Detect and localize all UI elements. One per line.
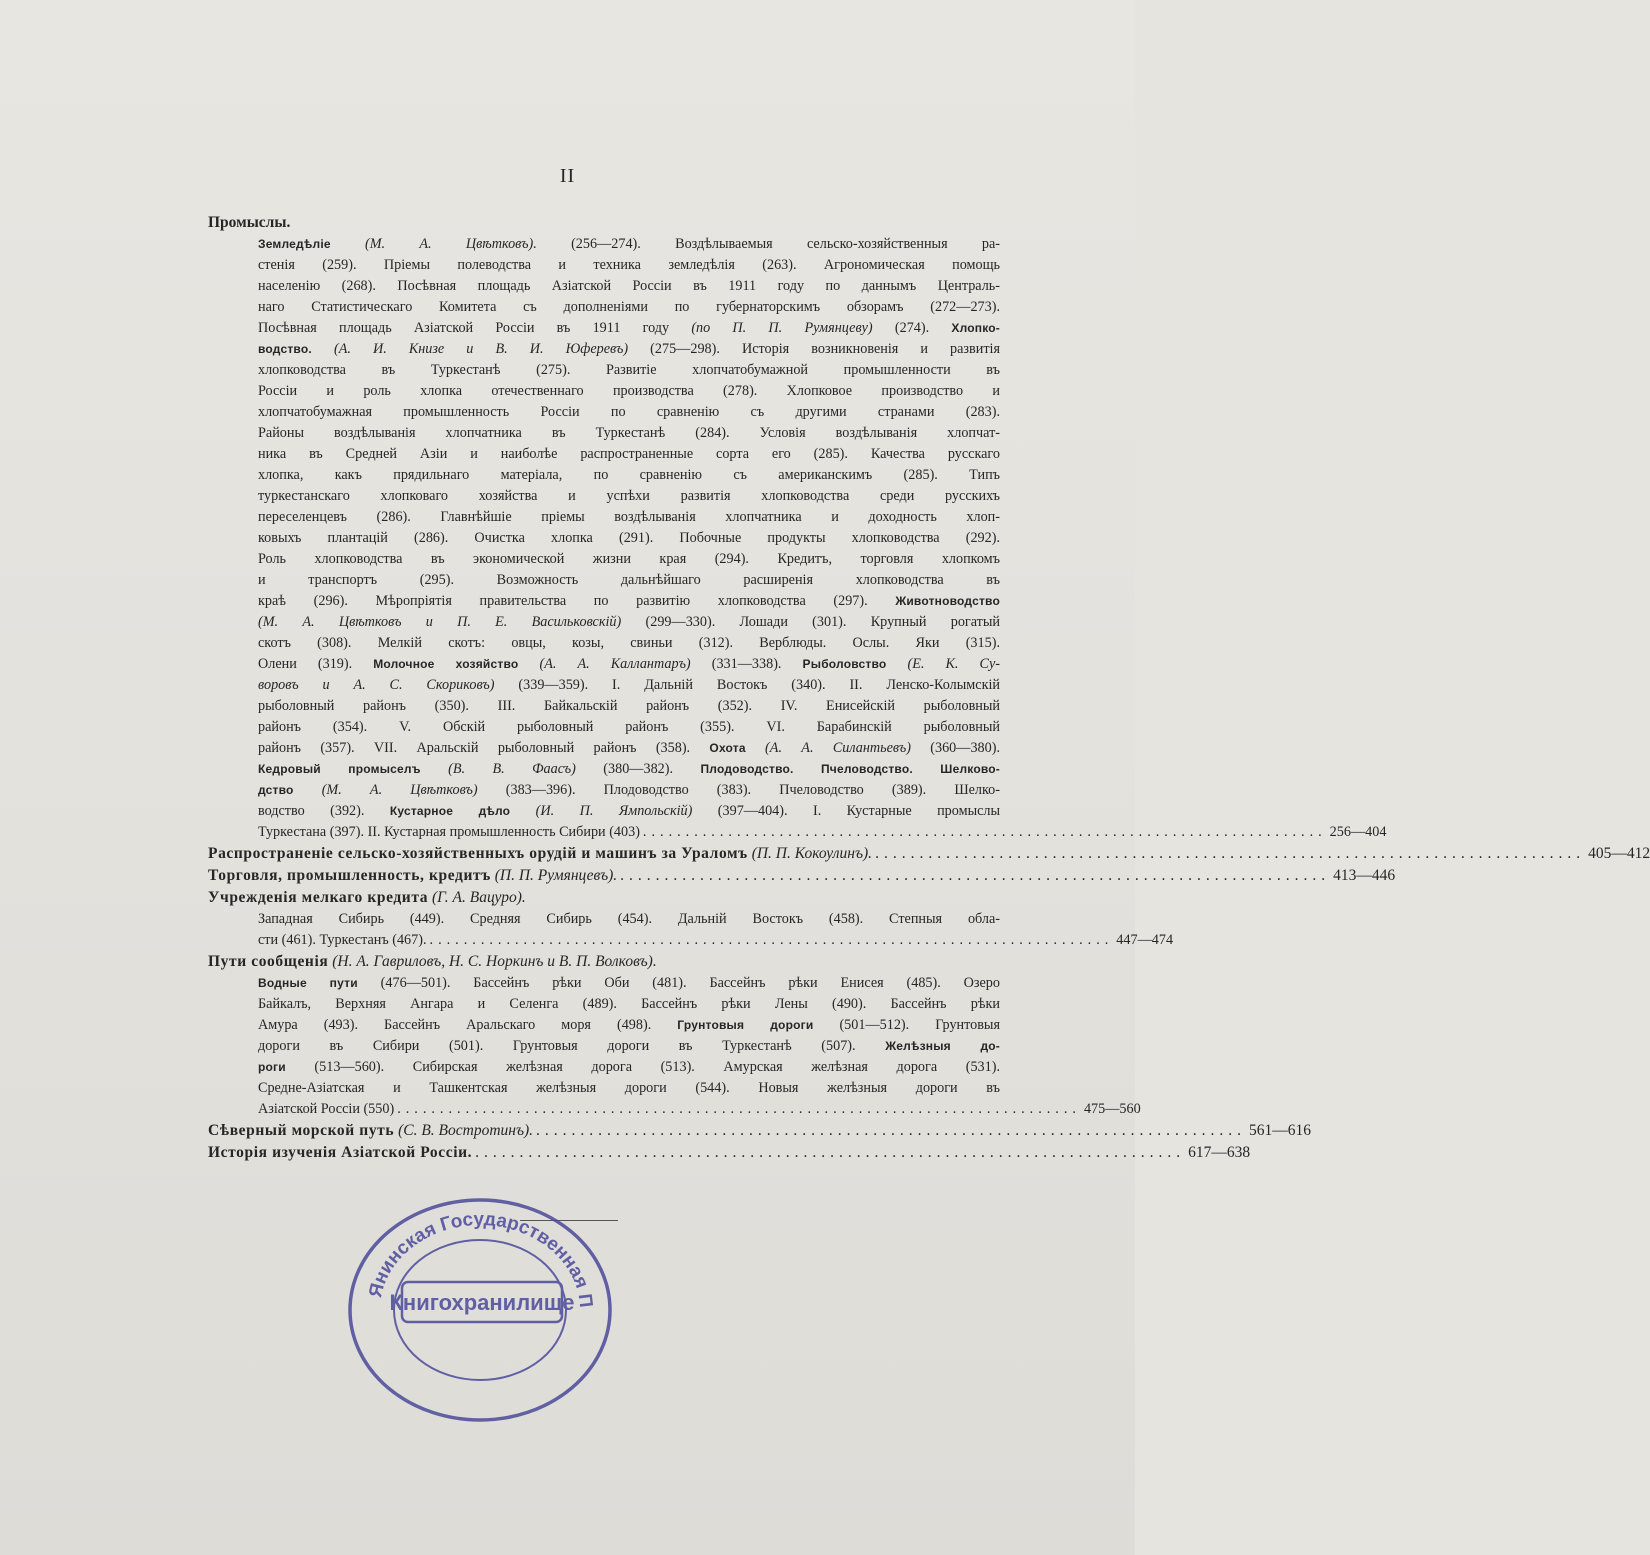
text-run: Байкалъ, Верхняя Ангара и Селенга (489). Бассейнъ рѣки Лены (490). Бассейнъ рѣки <box>258 996 1000 1012</box>
toc-line-text: сти (461). Туркестанъ (467). <box>258 932 427 948</box>
text-run: Грунтовыя дороги <box>677 1018 814 1032</box>
text-run: Водные пути <box>258 976 358 990</box>
section-title <box>208 843 872 865</box>
text-run: ника въ Средней Азіи и наиболѣе распространенные сорта его (285). Качества русскаго <box>258 446 1000 462</box>
section-title-row <box>208 887 1000 909</box>
text-run: стенія (259). Пріемы полеводства и техника земледѣлія (263). Агрономическая помощь <box>258 257 1000 273</box>
section-title-text: Торговля, промышленность, кредитъ <box>208 867 491 884</box>
text-run: хлопководства въ Туркестанѣ (275). Развитіе хлопчатобумажной промышленности въ <box>258 362 1000 378</box>
text-run: Олени (319). <box>258 656 374 672</box>
text-run: роги <box>258 1060 286 1074</box>
section-author: (Н. А. Гавриловъ, Н. С. Норкинъ и В. П. Волковъ). <box>332 953 657 970</box>
text-run <box>746 740 765 756</box>
toc-line <box>208 234 1000 255</box>
section-title-row <box>208 865 1396 887</box>
toc-line <box>208 717 1000 738</box>
toc-line-with-pages <box>208 930 1174 951</box>
dot-leader: ................................................................................ <box>620 867 1331 884</box>
text-run: (397—404). I. Кустарные промыслы <box>692 803 1001 819</box>
text-run: (360—380). <box>910 740 1001 756</box>
text-run: (Е. К. Су- <box>907 656 1001 672</box>
text-run: водство. <box>258 342 312 356</box>
dot-leader: ................................................................................ <box>429 932 1114 948</box>
page-range: 405—412 <box>1588 845 1650 862</box>
text-run: Плодоводство. Пчеловодство. Шелково- <box>700 762 1000 776</box>
toc-line: Западная Сибирь (449). Средняя Сибирь (454). Дальній Востокъ (458). Степныя обла- <box>258 911 1000 927</box>
text-run: Животноводство <box>895 594 1000 608</box>
text-run: водство (392). <box>258 803 390 819</box>
text-run: (380—382). <box>575 761 701 777</box>
text-run: дство <box>258 783 294 797</box>
section-title <box>208 1142 472 1164</box>
text-run: (В. В. Фаасъ) <box>448 761 576 777</box>
text-run <box>421 761 448 777</box>
text-run: Роль хлопководства въ экономической жизни края (294). Кредитъ, торговля хлопкомъ <box>258 551 1000 567</box>
dot-leader: ................................................................................ <box>475 1144 1186 1161</box>
section-author: (П. П. Румянцевъ). <box>494 867 618 884</box>
text-run: скотъ (308). Мелкій скотъ: овцы, козы, свиньи (312). Верблюды. Ослы. Яки (315). <box>258 635 1000 651</box>
toc-line <box>208 507 1000 528</box>
text-run: Хлопко- <box>951 321 1000 335</box>
text-run: воровъ и А. С. Скориковъ) <box>258 677 495 693</box>
text-run: Кустарное дѣло <box>389 804 511 818</box>
text-run: дороги въ Сибири (501). Грунтовыя дороги въ Туркестанѣ (507). <box>258 1038 886 1054</box>
section-title-row <box>208 1120 1312 1142</box>
text-run <box>518 656 539 672</box>
toc-line <box>208 318 1000 339</box>
toc-line <box>208 402 1000 423</box>
page-range: 447—474 <box>1116 932 1174 948</box>
text-run: (476—501). Бассейнъ рѣки Оби (481). Бассейнъ рѣки Енисея (485). Озеро <box>357 975 1000 991</box>
text-run: (А. А. Силантьевъ) <box>765 740 911 756</box>
toc-line <box>208 549 1000 570</box>
section-heading-promysly: Промыслы. <box>208 214 291 231</box>
text-run: (339—359). I. Дальній Востокъ (340). II. Ленско-Колымскій <box>494 677 1000 693</box>
page-range: 561—616 <box>1249 1122 1312 1139</box>
section-title <box>208 1120 533 1142</box>
text-run: Средне-Азіатская и Ташкентская желѣзныя дороги (544). Новыя желѣзныя дороги въ <box>258 1080 1000 1096</box>
stamp-seal-icon <box>340 1185 620 1425</box>
text-run: (по П. П. Румянцеву) <box>691 320 873 336</box>
toc-line <box>208 612 1000 633</box>
text-run: хлопка, какъ прядильнаго матеріала, по сравненію съ американскимъ (285). Типъ <box>258 467 1000 483</box>
toc-line <box>208 423 1000 444</box>
text-run: наго Статистическаго Комитета съ дополненіями по губернаторскимъ обзорамъ (272—273). <box>258 299 1000 315</box>
dot-leader: ................................................................................ <box>642 824 1327 840</box>
text-run: (331—338). <box>690 656 803 672</box>
text-run: районъ (354). V. Обскій рыболовный районъ (355). VI. Барабинскій рыболовный <box>258 719 1000 735</box>
toc-line <box>208 486 1000 507</box>
text-run: ковыхъ плантацій (286). Очистка хлопка (291). Побочные продукты хлопководства (292). <box>258 530 1000 546</box>
toc-line <box>208 738 1000 759</box>
toc-line <box>208 1057 1000 1078</box>
text-run: рыболовный районъ (350). III. Байкальскій районъ (352). IV. Енисейскій рыболовный <box>258 698 1000 714</box>
text-run <box>331 236 365 252</box>
toc-line-with-pages <box>208 1099 1141 1120</box>
text-run <box>510 803 535 819</box>
text-run: туркестанскаго хлопковаго хозяйства и успѣхи развитія хлопководства среди русскихъ <box>258 488 1000 504</box>
text-run: Амура (493). Бассейнъ Аральскаго моря (498). <box>258 1017 678 1033</box>
library-stamp <box>340 1185 620 1425</box>
toc-line <box>208 759 1000 780</box>
text-run: (383—396). Плодоводство (383). Пчеловодство (389). Шелко- <box>477 782 1000 798</box>
toc-line <box>208 297 1000 318</box>
page-range: 413—446 <box>1333 867 1396 884</box>
section-title-text: Сѣверный морской путь <box>208 1122 395 1139</box>
text-run: (275—298). Исторія возникновенія и развитія <box>628 341 1000 357</box>
section-title-text: Исторія изученія Азіатской Россіи. <box>208 1144 473 1161</box>
text-run: Желѣзныя до- <box>885 1039 1000 1053</box>
text-run: (513—560). Сибирская желѣзная дорога (513). Амурская желѣзная дорога (531). <box>285 1059 1000 1075</box>
toc-line <box>208 276 1000 297</box>
toc-line <box>208 381 1000 402</box>
section-title <box>208 865 617 887</box>
toc-line <box>208 1015 1000 1036</box>
text-run: и транспортъ (295). Возможность дальнѣйшаго расширенія хлопководства въ <box>258 572 1000 588</box>
toc-line <box>208 339 1000 360</box>
stamp-center-text: Книгохранилище <box>389 1290 575 1315</box>
text-run: Рыболовство <box>802 657 887 671</box>
text-run: Посѣвная площадь Азіатской Россіи въ 1911 году <box>258 320 692 336</box>
text-run: (М. А. Цвѣтковъ) <box>321 782 478 798</box>
toc-line <box>208 633 1000 654</box>
text-run <box>294 782 322 798</box>
text-run: (501—512). Грунтовыя <box>813 1017 1000 1033</box>
dot-leader: ................................................................................ <box>397 1101 1081 1117</box>
text-run: Охота <box>709 741 746 755</box>
page-number: II <box>559 165 576 187</box>
toc-line <box>208 654 1000 675</box>
toc-line <box>208 444 1000 465</box>
dot-leader: ................................................................................ <box>875 845 1586 862</box>
toc-line <box>208 465 1000 486</box>
section-author: (Г. А. Вацуро). <box>431 889 526 906</box>
text-run: Молочное хозяйство <box>373 657 519 671</box>
page-range: 617—638 <box>1188 1144 1251 1161</box>
section-title-text: Распространеніе сельско-хозяйственныхъ орудій и машинъ за Ураломъ <box>208 845 748 862</box>
toc-line <box>208 570 1000 591</box>
text-run <box>312 341 334 357</box>
toc-line <box>208 675 1000 696</box>
table-of-contents <box>208 212 1650 1164</box>
toc-sections <box>208 843 1650 1164</box>
toc-line <box>208 591 1000 612</box>
text-run: Россіи и роль хлопка отечественнаго производства (278). Хлопковое производство и <box>258 383 1000 399</box>
toc-line-text: Туркестана (397). II. Кустарная промышленность Сибири (403) <box>258 824 640 840</box>
page-range: 256—404 <box>1329 824 1387 840</box>
text-run: районъ (357). VII. Аральскій рыболовный районъ (358). <box>258 740 710 756</box>
text-run: населенію (268). Посѣвная площадь Азіатской Россіи въ 1911 году по даннымъ Централь- <box>258 278 1000 294</box>
text-run: (299—330). Лошади (301). Крупный рогатый <box>621 614 1000 630</box>
page-range: 475—560 <box>1083 1101 1141 1117</box>
text-run: Районы воздѣлыванія хлопчатника въ Туркестанѣ (284). Условія воздѣлыванія хлопчат- <box>258 425 1000 441</box>
toc-line <box>208 360 1000 381</box>
toc-line <box>208 1078 1000 1099</box>
section-author: (С. В. Востротинъ). <box>398 1122 534 1139</box>
text-run: краѣ (296). Мѣропріятія правительства по развитію хлопководства (297). <box>258 593 896 609</box>
section-title-text: Пути сообщенія <box>208 953 329 970</box>
toc-line-with-pages <box>208 822 1387 843</box>
text-run: (А. И. Книзе и В. И. Юферевъ) <box>333 341 629 357</box>
toc-line <box>208 801 1000 822</box>
text-run: (256—274). Воздѣлываемыя сельско-хозяйственныя ра- <box>536 236 1000 252</box>
text-run: Земледѣліе <box>258 237 331 251</box>
promysly-entry <box>208 234 1387 843</box>
section-title-row <box>208 1142 1251 1164</box>
text-run <box>886 656 907 672</box>
section-title-row <box>208 843 1650 865</box>
toc-line-text: Азіатской Россіи (550) <box>258 1101 395 1117</box>
text-run: (274). <box>872 320 952 336</box>
toc-line <box>208 528 1000 549</box>
text-run: (М. А. Цвѣтковъ и П. Е. Васильковскій) <box>258 614 622 630</box>
text-run: Кедровый промыселъ <box>258 762 421 776</box>
stamp-ring-text: Янинская Государственная П <box>365 1208 597 1309</box>
toc-line <box>208 696 1000 717</box>
toc-line <box>208 255 1000 276</box>
text-run: (М. А. Цвѣтковъ). <box>365 236 537 252</box>
toc-line <box>208 1036 1000 1057</box>
toc-line <box>208 973 1000 994</box>
dot-leader: ................................................................................ <box>536 1122 1247 1139</box>
text-run: (И. П. Ямпольскій) <box>535 803 693 819</box>
toc-line <box>208 994 1000 1015</box>
section-title-text: Учрежденія мелкаго кредита <box>208 889 429 906</box>
section-title-row <box>208 951 1000 973</box>
toc-line <box>208 780 1000 801</box>
section-author: (П. П. Кокоулинъ). <box>751 845 873 862</box>
text-run: переселенцевъ (286). Главнѣйшіе пріемы воздѣлыванія хлопчатника и доходность хлоп- <box>258 509 1000 525</box>
text-run: хлопчатобумажная промышленность Россіи по сравненію съ другими странами (283). <box>258 404 1000 420</box>
text-run: (А. А. Каллантаръ) <box>539 656 691 672</box>
